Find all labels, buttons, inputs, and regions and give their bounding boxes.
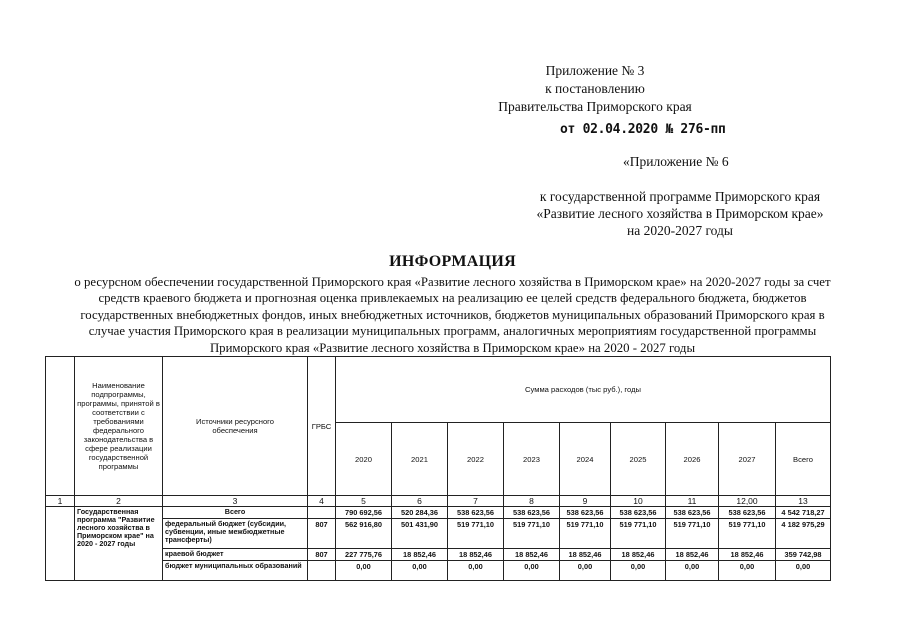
header-year: 2023 [504, 423, 560, 496]
subtitle-line: государственных внебюджетных фондов, иных внебюджетных источников, бюджетов муниципальных образований Приморского края в [80, 307, 825, 322]
total-cell: 359 742,98 [776, 549, 831, 561]
header-sum: Сумма расходов (тыс руб.), годы [336, 357, 831, 423]
column-number: 7 [448, 496, 504, 507]
grbs-code: 807 [308, 519, 336, 549]
value-cell: 18 852,46 [666, 549, 719, 561]
header-name: Наименование подпрограммы, программы, принятой в соответствии с требованиями федерального законодательства в сфере реализации государственной программы [75, 357, 163, 496]
value-cell: 790 692,56 [336, 507, 392, 519]
appendix-number: Приложение № 3 [545, 63, 645, 78]
value-cell: 18 852,46 [448, 549, 504, 561]
program-ref-line: к государственной программе Приморского края [539, 189, 821, 204]
value-cell: 519 771,10 [666, 519, 719, 549]
value-cell: 562 916,80 [336, 519, 392, 549]
value-cell: 538 623,56 [719, 507, 776, 519]
value-cell: 538 623,56 [504, 507, 560, 519]
source-label: краевой бюджет [163, 549, 308, 561]
table-row [46, 519, 831, 549]
header-year: 2027 [719, 423, 776, 496]
appendix-header [415, 62, 775, 116]
table-row [46, 561, 831, 581]
grbs-code [308, 561, 336, 581]
to-resolution: к постановлению [545, 81, 645, 96]
value-cell: 18 852,46 [392, 549, 448, 561]
program-name: Государственная программа "Развитие лесного хозяйства в Приморском крае" на 2020 - 2027 годы [75, 507, 163, 581]
value-cell: 18 852,46 [560, 549, 611, 561]
value-cell: 18 852,46 [504, 549, 560, 561]
column-number: 10 [611, 496, 666, 507]
value-cell: 18 852,46 [719, 549, 776, 561]
column-number: 8 [504, 496, 560, 507]
program-reference [500, 188, 860, 239]
header-year: 2020 [336, 423, 392, 496]
value-cell: 519 771,10 [504, 519, 560, 549]
header-grbs: ГРБС [308, 357, 336, 496]
subtitle-line: средств краевого бюджета и прогнозная оценка привлекаемых на реализацию ее целей средств федерального бюджета, бюджетов [98, 291, 807, 306]
column-number: 9 [560, 496, 611, 507]
value-cell: 538 623,56 [666, 507, 719, 519]
value-cell: 227 775,76 [336, 549, 392, 561]
value-cell: 0,00 [719, 561, 776, 581]
value-cell: 0,00 [560, 561, 611, 581]
value-cell: 18 852,46 [611, 549, 666, 561]
column-number: 3 [163, 496, 308, 507]
value-cell: 0,00 [504, 561, 560, 581]
total-cell: 4 542 718,27 [776, 507, 831, 519]
header-year: 2024 [560, 423, 611, 496]
value-cell: 519 771,10 [719, 519, 776, 549]
subtitle-line: Приморского края «Развитие лесного хозяйства в Приморском крае» на 2020 - 2027 годы [209, 340, 696, 355]
column-number: 6 [392, 496, 448, 507]
source-label: Всего [163, 507, 308, 519]
header-year: 2025 [611, 423, 666, 496]
column-number: 4 [308, 496, 336, 507]
grbs-code: 807 [308, 549, 336, 561]
decree-date: от 02.04.2020 № 276-пп [560, 122, 726, 137]
value-cell: 0,00 [611, 561, 666, 581]
header-total: Всего [776, 423, 831, 496]
table-row [46, 549, 831, 561]
document-title: ИНФОРМАЦИЯ [389, 253, 516, 270]
government-name: Правительства Приморского края [498, 99, 692, 114]
column-number: 1 [46, 496, 75, 507]
resource-table [45, 356, 831, 581]
value-cell: 0,00 [336, 561, 392, 581]
header-empty-cell [46, 357, 75, 496]
value-cell: 538 623,56 [611, 507, 666, 519]
value-cell: 520 284,36 [392, 507, 448, 519]
table-row [46, 507, 831, 519]
value-cell: 0,00 [392, 561, 448, 581]
value-cell: 501 431,90 [392, 519, 448, 549]
column-number: 13 [776, 496, 831, 507]
column-number: 5 [336, 496, 392, 507]
total-cell: 4 182 975,29 [776, 519, 831, 549]
source-label: бюджет муниципальных образований [163, 561, 308, 581]
subtitle-line: случае участия Приморского края в реализации муниципальных программ, аналогичных мероприятиям государственной программы [88, 324, 817, 339]
column-number: 2 [75, 496, 163, 507]
value-cell: 0,00 [448, 561, 504, 581]
value-cell: 0,00 [666, 561, 719, 581]
grbs-code [308, 507, 336, 519]
document-subtitle [45, 274, 860, 356]
value-cell: 519 771,10 [611, 519, 666, 549]
header-sources: Источники ресурсного обеспечения [163, 357, 308, 496]
value-cell: 519 771,10 [560, 519, 611, 549]
header-year: 2021 [392, 423, 448, 496]
program-ref-line: «Развитие лесного хозяйства в Приморском крае» [536, 206, 824, 221]
subtitle-line: о ресурсном обеспечении государственной Приморского края «Развитие лесного хозяйства в Приморском крае» на 2020-2027 годы за счет [74, 275, 831, 289]
program-ref-line: на 2020-2027 годы [627, 223, 733, 238]
total-cell: 0,00 [776, 561, 831, 581]
header-year: 2022 [448, 423, 504, 496]
value-cell: 519 771,10 [448, 519, 504, 549]
source-label: федеральный бюджет (субсидии, субвенции, иные межбюджетные трансферты) [163, 519, 308, 549]
value-cell: 538 623,56 [560, 507, 611, 519]
column-number: 11 [666, 496, 719, 507]
row-number-cell [46, 507, 75, 581]
header-year: 2026 [666, 423, 719, 496]
appendix6-label: «Приложение № 6 [623, 154, 729, 169]
column-number: 12,00 [719, 496, 776, 507]
value-cell: 538 623,56 [448, 507, 504, 519]
